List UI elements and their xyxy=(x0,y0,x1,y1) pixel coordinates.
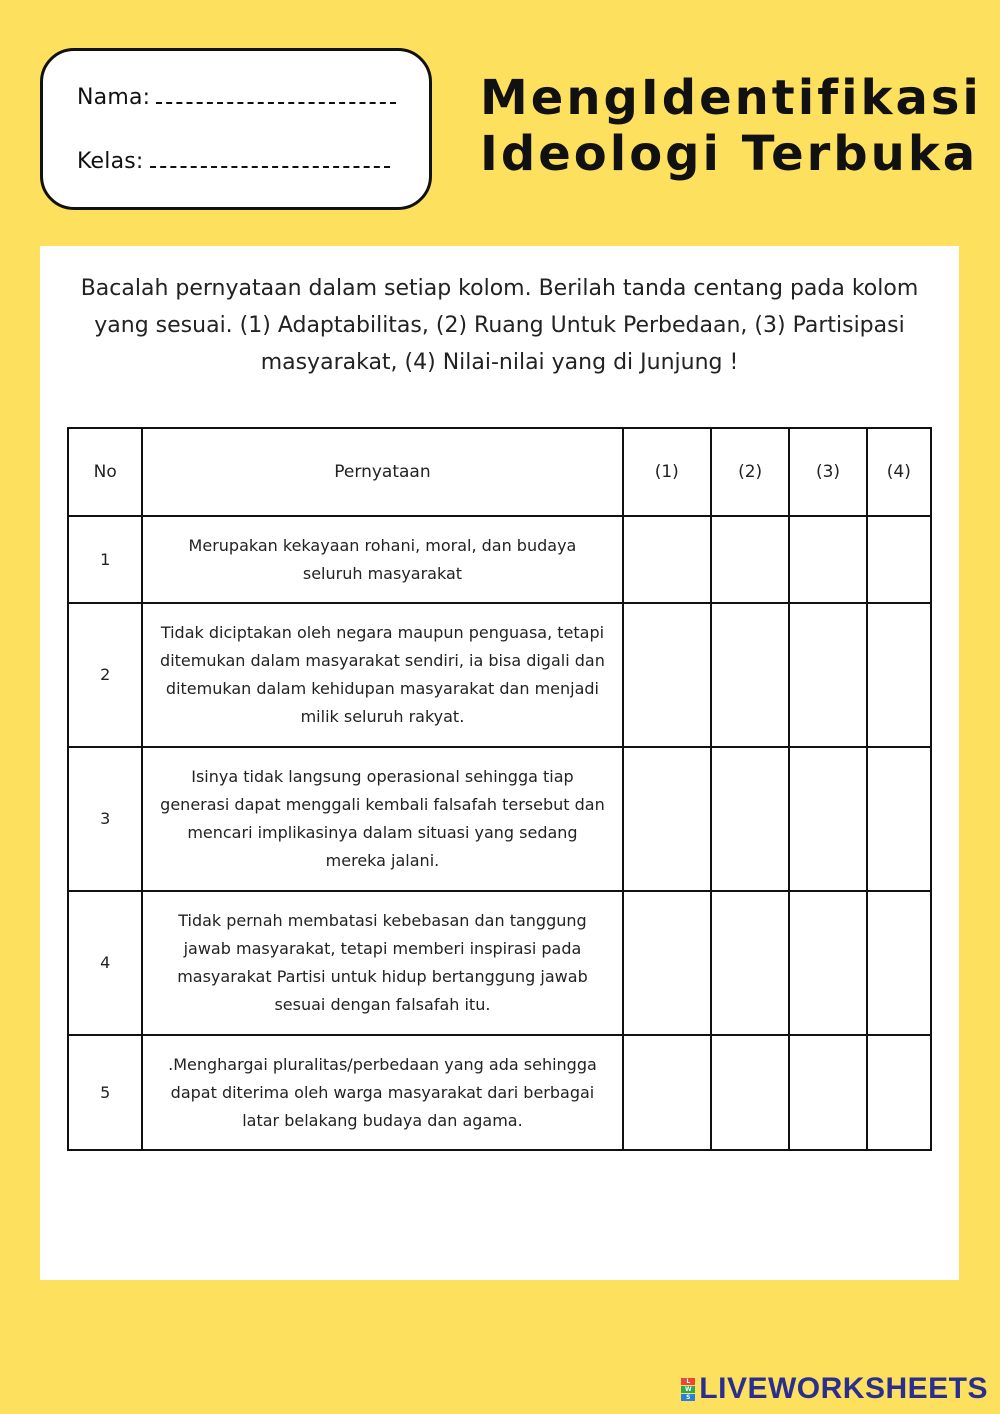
check-cell-3[interactable] xyxy=(789,747,866,891)
row-statement: Tidak pernah membatasi kebebasan dan tanggung jawab masyarakat, tetapi memberi inspirasi pada masyarakat Partisi untuk hidup bertanggung jawab sesuai dengan falsafah itu. xyxy=(142,891,622,1035)
name-field[interactable] xyxy=(77,85,396,110)
row-number: 4 xyxy=(68,891,142,1035)
check-cell-2[interactable] xyxy=(711,516,789,603)
check-cell-1[interactable] xyxy=(623,1035,711,1150)
row-statement: .Menghargai pluralitas/perbedaan yang ada sehingga dapat diterima oleh warga masyarakat dari berbagai latar belakang budaya dan agama. xyxy=(142,1035,622,1150)
check-cell-1[interactable] xyxy=(623,603,711,747)
header-statement: Pernyataan xyxy=(142,428,622,516)
table-row xyxy=(68,1035,931,1150)
check-cell-1[interactable] xyxy=(623,516,711,603)
check-cell-4[interactable] xyxy=(867,1035,931,1150)
row-statement: Merupakan kekayaan rohani, moral, dan budaya seluruh masyarakat xyxy=(142,516,622,603)
check-cell-2[interactable] xyxy=(711,747,789,891)
class-blank-line[interactable] xyxy=(150,152,390,168)
check-cell-2[interactable] xyxy=(711,891,789,1035)
name-label: Nama: xyxy=(77,85,151,110)
table-row xyxy=(68,747,931,891)
statement-table xyxy=(67,427,932,1151)
table-row xyxy=(68,516,931,603)
header-col-1: (1) xyxy=(623,428,711,516)
check-cell-3[interactable] xyxy=(789,603,866,747)
check-cell-3[interactable] xyxy=(789,891,866,1035)
check-cell-2[interactable] xyxy=(711,1035,789,1150)
row-number: 5 xyxy=(68,1035,142,1150)
liveworksheets-logo-icon: L W S xyxy=(681,1378,695,1401)
name-blank-line[interactable] xyxy=(156,88,396,104)
row-number: 3 xyxy=(68,747,142,891)
row-number: 1 xyxy=(68,516,142,603)
title-line-1: MengIdentifikasi xyxy=(480,70,982,126)
header-no: No xyxy=(68,428,142,516)
check-cell-1[interactable] xyxy=(623,747,711,891)
row-statement: Tidak diciptakan oleh negara maupun penguasa, tetapi ditemukan dalam masyarakat sendiri, ia bisa digali dan ditemukan dalam kehidupan masyarakat dan menjadi milik seluruh rakyat. xyxy=(142,603,622,747)
table-header-row xyxy=(68,428,931,516)
page-title xyxy=(480,70,982,182)
check-cell-4[interactable] xyxy=(867,603,931,747)
row-number: 2 xyxy=(68,603,142,747)
instructions-text: Bacalah pernyataan dalam setiap kolom. Berilah tanda centang pada kolom yang sesuai. (1) Adaptabilitas, (2) Ruang Untuk Perbedaan, (3) Partisipasi masyarakat, (4) Nilai-nilai yang di Junjung ! xyxy=(80,276,919,375)
liveworksheets-logo xyxy=(681,1372,988,1406)
row-statement: Isinya tidak langsung operasional sehingga tiap generasi dapat menggali kembali falsafah tersebut dan mencari implikasinya dalam situasi yang sedang mereka jalani. xyxy=(142,747,622,891)
check-cell-2[interactable] xyxy=(711,603,789,747)
check-cell-4[interactable] xyxy=(867,747,931,891)
student-info-box xyxy=(40,48,432,210)
title-line-2: Ideologi Terbuka xyxy=(480,126,979,182)
check-cell-1[interactable] xyxy=(623,891,711,1035)
class-field[interactable] xyxy=(77,149,390,174)
class-label: Kelas: xyxy=(77,149,144,174)
brand-name: LIVEWORKSHEETS xyxy=(699,1372,988,1405)
check-cell-4[interactable] xyxy=(867,891,931,1035)
check-cell-4[interactable] xyxy=(867,516,931,603)
header-col-2: (2) xyxy=(711,428,789,516)
table-row xyxy=(68,891,931,1035)
header-col-4: (4) xyxy=(867,428,931,516)
table-row xyxy=(68,603,931,747)
worksheet-panel xyxy=(40,246,959,1280)
check-cell-3[interactable] xyxy=(789,516,866,603)
header-col-3: (3) xyxy=(789,428,866,516)
check-cell-3[interactable] xyxy=(789,1035,866,1150)
